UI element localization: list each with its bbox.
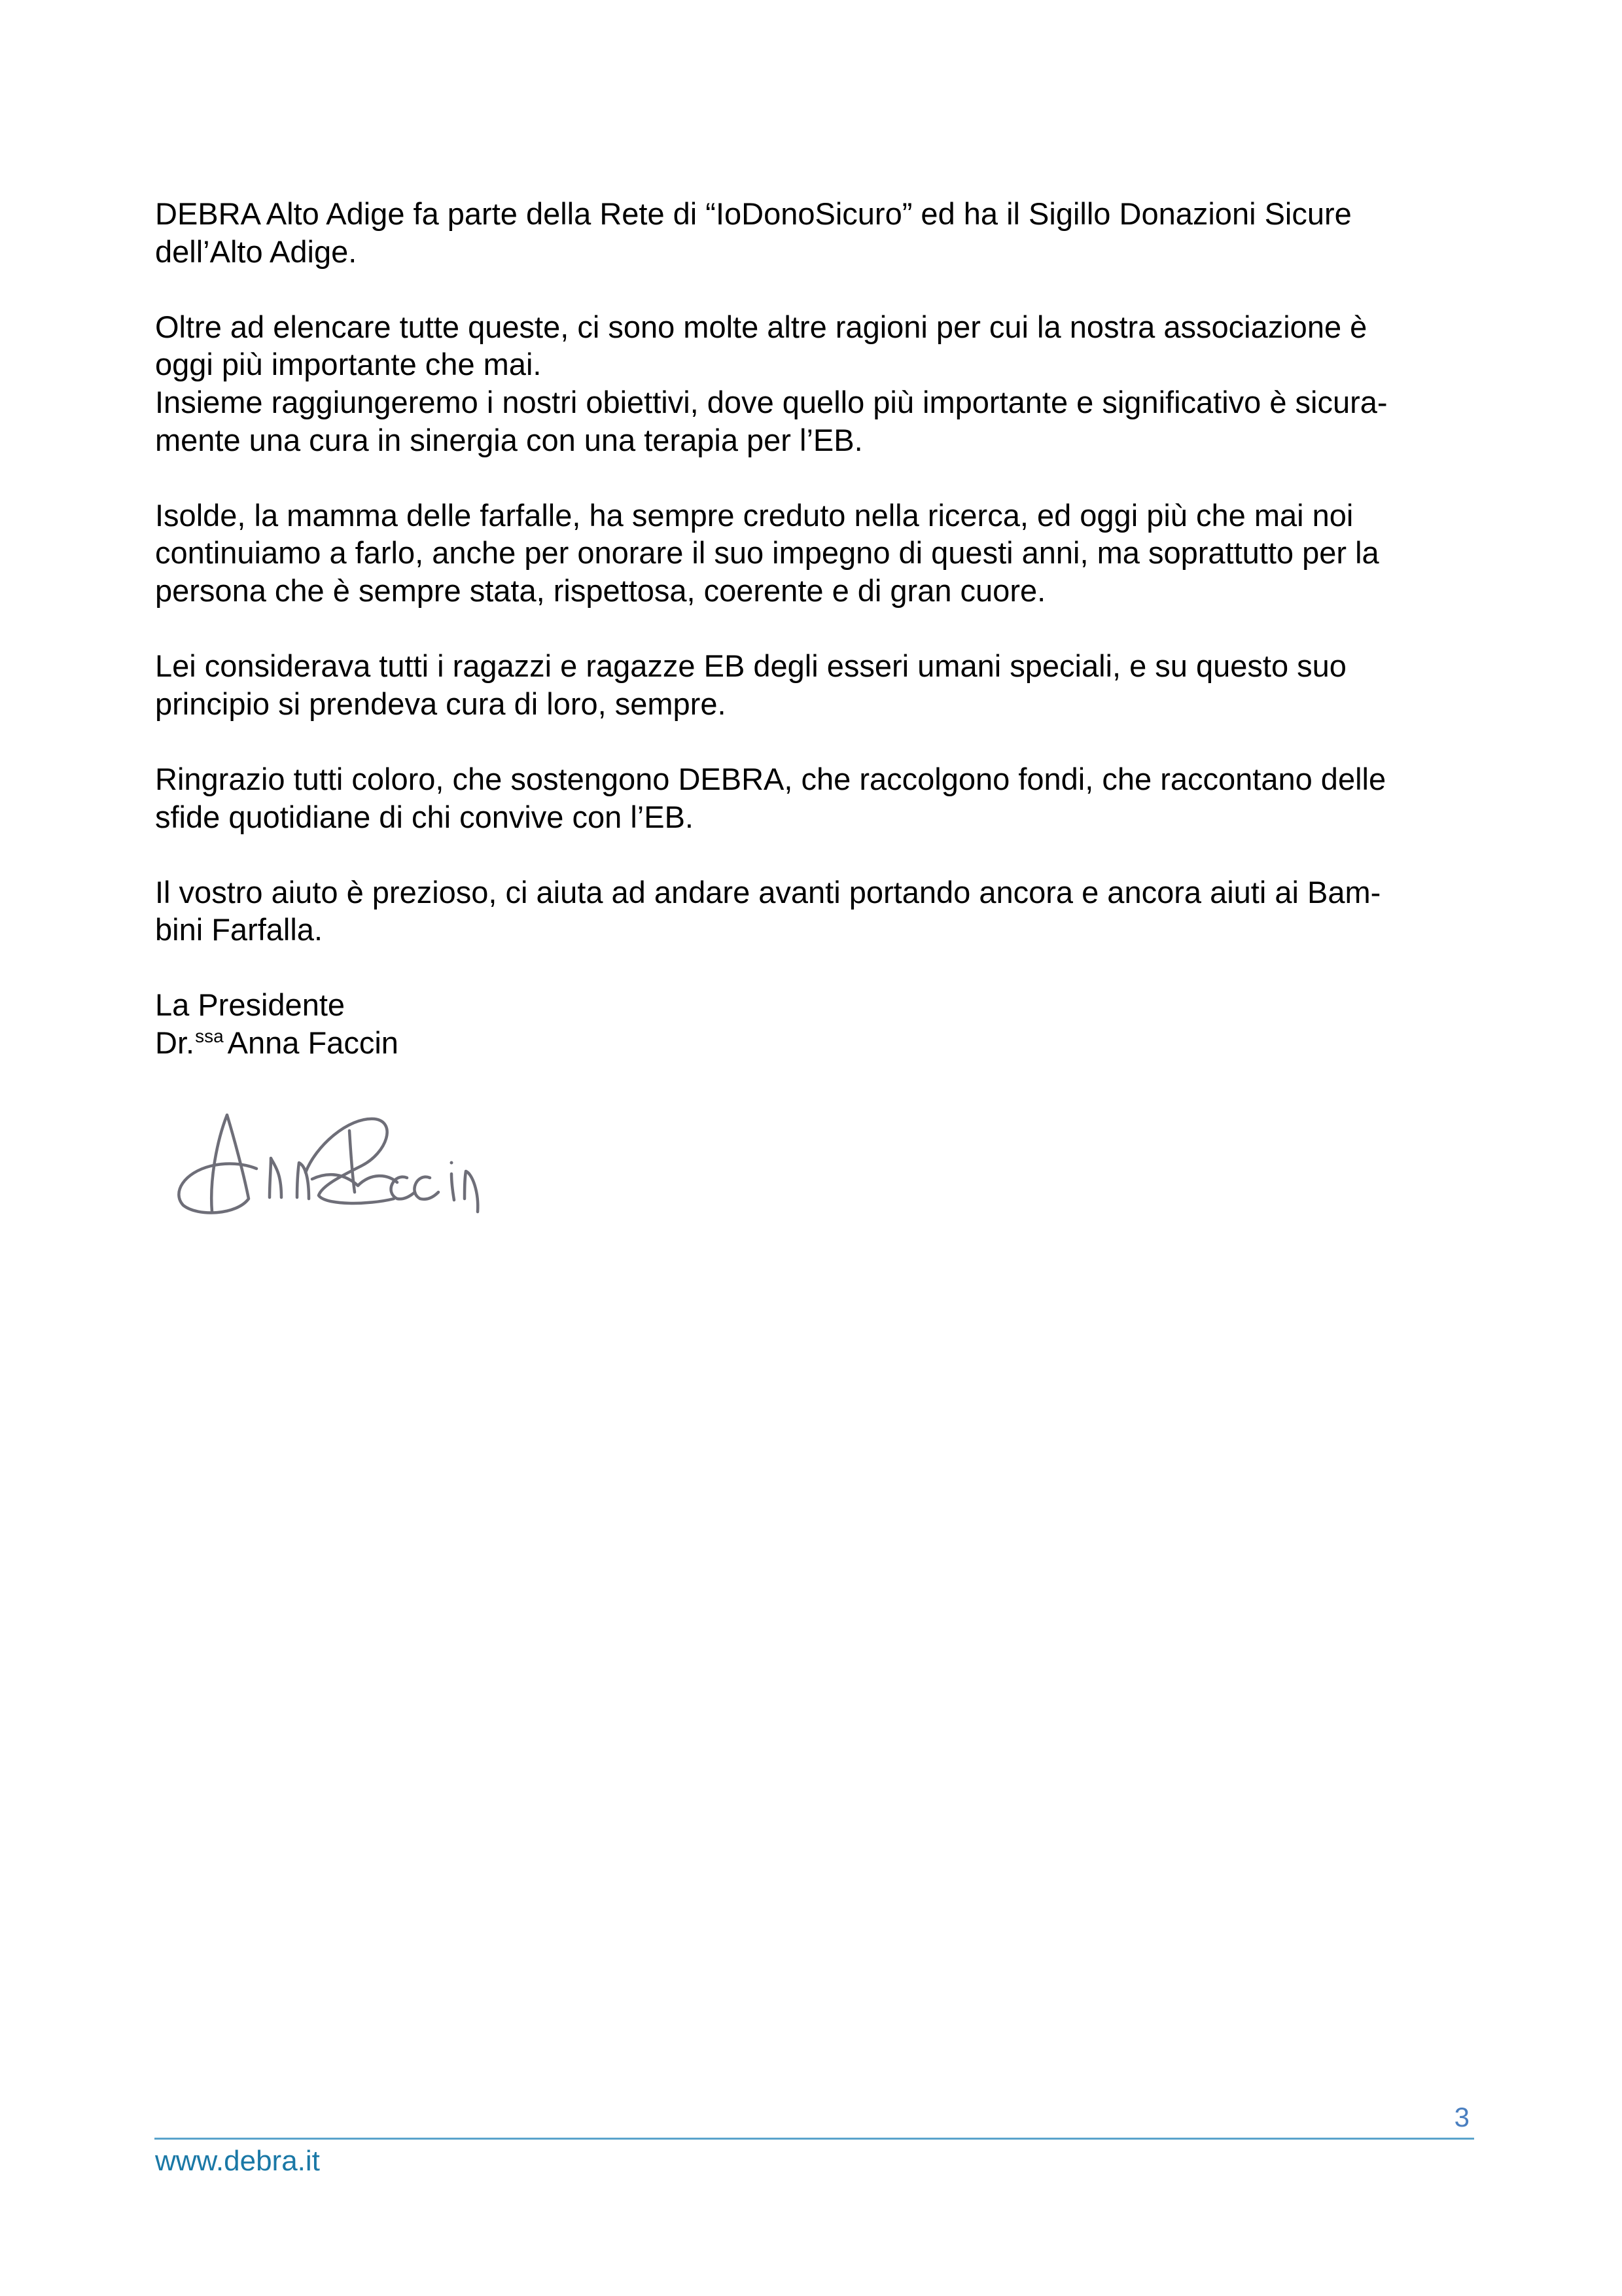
signature-stroke-c1 bbox=[391, 1177, 415, 1199]
text-line: continuiamo a farlo, anche per onorare il suo impegno di questi anni, ma soprattutto per la bbox=[155, 535, 1379, 571]
letter-body bbox=[155, 195, 1483, 1067]
text-line: mente una cura in sinergia con una terapia per l’EB. bbox=[155, 422, 863, 457]
paragraph-help bbox=[155, 874, 1483, 949]
page-number: 3 bbox=[1454, 2102, 1470, 2132]
paragraph-isolde bbox=[155, 497, 1483, 610]
text-line: Oltre ad elencare tutte queste, ci sono molte altre ragioni per cui la nostra associazione è bbox=[155, 309, 1367, 344]
text-line: oggi più importante che mai. bbox=[155, 347, 542, 382]
signature-dot bbox=[450, 1161, 453, 1165]
text-line: sfide quotidiane di chi convive con l’EB. bbox=[155, 799, 694, 834]
text-line: Lei considerava tutti i ragazzi e ragazze EB degli esseri umani speciali, e su questo suo bbox=[155, 648, 1347, 684]
footer-website-link[interactable]: www.debra.it bbox=[155, 2145, 320, 2177]
paragraph-special bbox=[155, 647, 1483, 722]
text-line: Ringrazio tutti coloro, che sostengono DEBRA, che raccolgono fondi, che raccontano delle bbox=[155, 761, 1386, 796]
signature-stroke-n bbox=[270, 1158, 281, 1197]
closing-block bbox=[155, 986, 1483, 1066]
signer-title-superscript: ssa bbox=[195, 1026, 224, 1047]
signature-stroke-i bbox=[451, 1174, 454, 1200]
signature-stroke-c2 bbox=[414, 1177, 438, 1199]
paragraph-network bbox=[155, 195, 1483, 270]
paragraph-thanks bbox=[155, 760, 1483, 836]
handwritten-signature bbox=[171, 1101, 492, 1222]
text-line: bini Farfalla. bbox=[155, 912, 323, 947]
signer-name-line bbox=[155, 1024, 1483, 1067]
signer-title: Dr. bbox=[155, 1025, 195, 1061]
signer-role: La Presidente bbox=[155, 987, 345, 1023]
footer-divider bbox=[154, 2138, 1474, 2140]
text-line: Isolde, la mamma delle farfalle, ha sempre creduto nella ricerca, ed oggi più che mai noi bbox=[155, 497, 1354, 533]
paragraph-importance bbox=[155, 308, 1483, 459]
text-line: dell’Alto Adige. bbox=[155, 234, 357, 269]
text-line: persona che è sempre stata, rispettosa, coerente e di gran cuore. bbox=[155, 573, 1046, 608]
text-line: Il vostro aiuto è prezioso, ci aiuta ad andare avanti portando ancora e ancora aiuti ai Bam- bbox=[155, 874, 1381, 910]
text-line: DEBRA Alto Adige fa parte della Rete di “IoDonoSicuro” ed ha il Sigillo Donazioni Sicure bbox=[155, 196, 1352, 231]
signer-name: Anna Faccin bbox=[227, 1025, 398, 1061]
signature-stroke-a bbox=[179, 1115, 256, 1212]
text-line: principio si prendeva cura di loro, sempre. bbox=[155, 686, 726, 721]
signature-stroke-n3 bbox=[465, 1171, 478, 1212]
text-line: Insieme raggiungeremo i nostri obiettivi, dove quello più importante e significativo è sicura- bbox=[155, 384, 1388, 419]
